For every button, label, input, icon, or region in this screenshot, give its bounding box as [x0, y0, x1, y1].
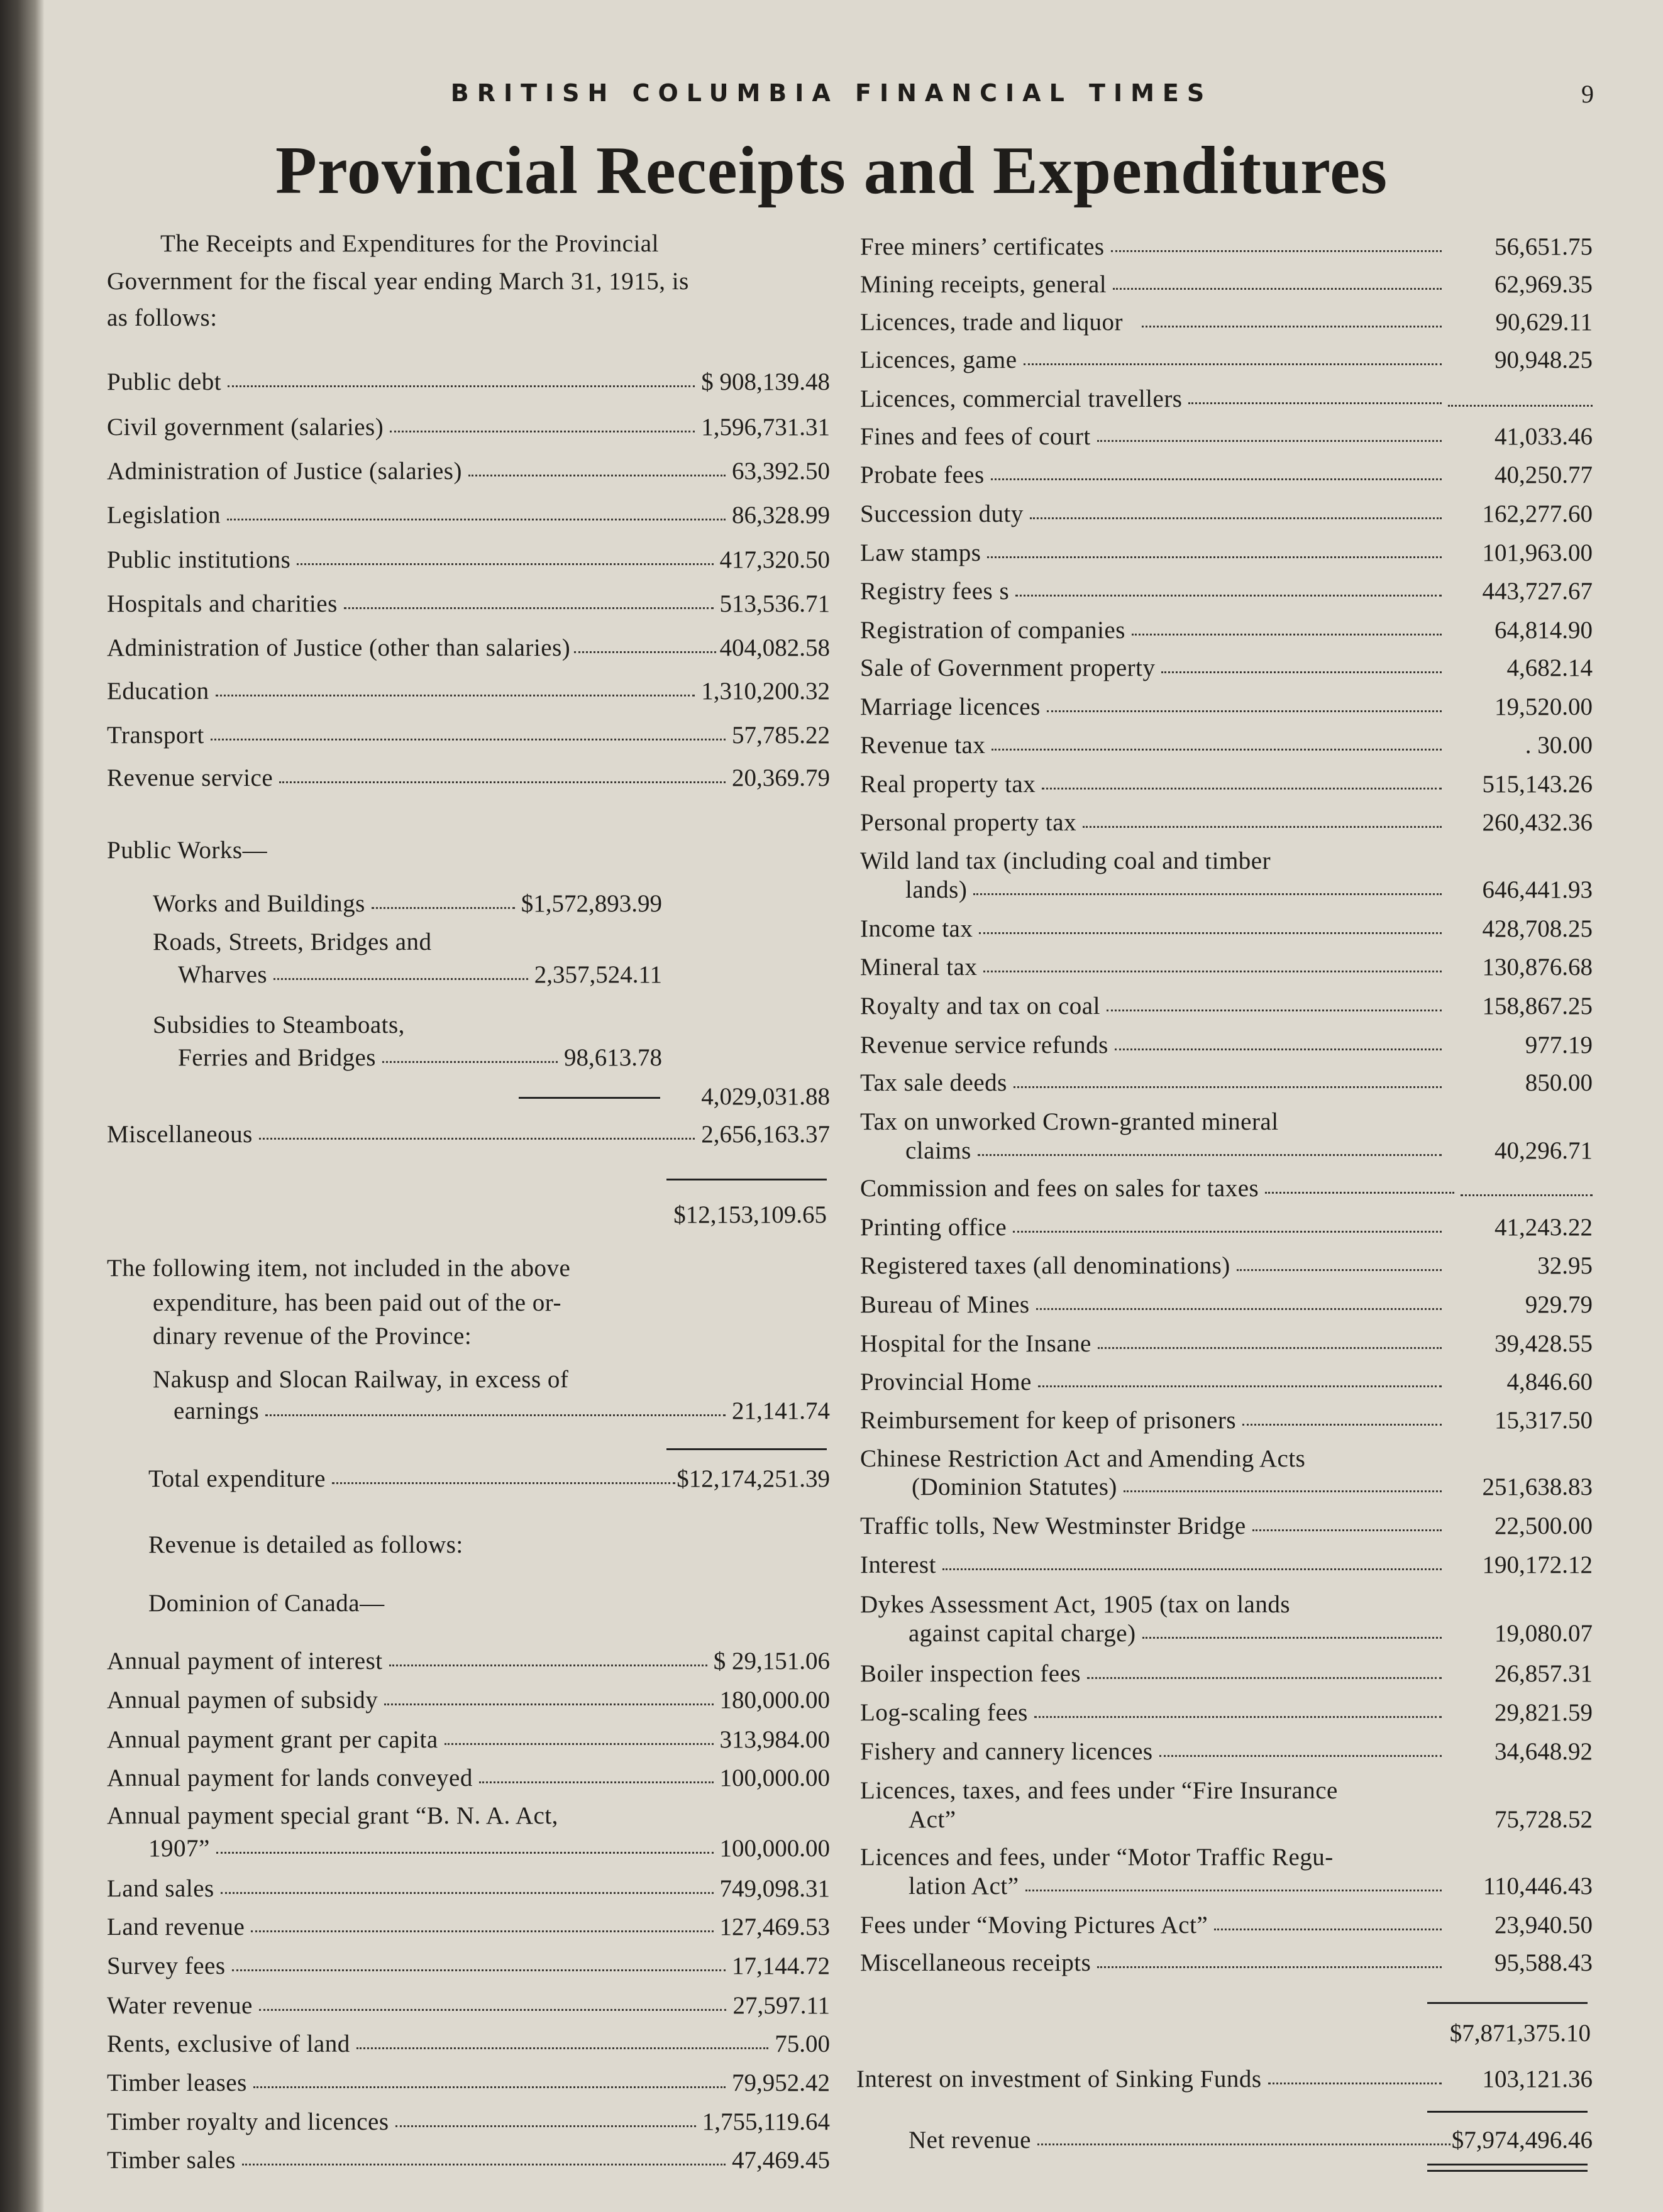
sinking-funds-label: Interest on investment of Sinking Funds — [856, 2066, 1262, 2093]
note-line: The following item, not included in the above — [107, 1255, 571, 1282]
revenue-amount: 90,629.11 — [1495, 309, 1593, 336]
revenue-row — [860, 616, 1593, 645]
revenue-label: Annual payment for lands conveyed — [107, 1764, 473, 1791]
revenue-row — [860, 1174, 1593, 1203]
expenditure-row — [107, 413, 830, 442]
revenue-amount: 39,428.55 — [1494, 1330, 1593, 1357]
revenue-label: Marriage licences — [860, 693, 1041, 720]
revenue-amount: 260,432.36 — [1482, 809, 1593, 836]
expenditure-row — [107, 457, 830, 486]
revenue-label: claims — [905, 1137, 971, 1164]
revenue-amount: 19,520.00 — [1494, 693, 1593, 720]
revenue-label: Registry fees s — [860, 578, 1010, 605]
revenue-label: Annual payment of interest — [107, 1648, 383, 1675]
revenue-amount: 26,857.31 — [1494, 1660, 1593, 1687]
revenue-row — [860, 1512, 1593, 1541]
revenue-amount: 22,500.00 — [1494, 1512, 1593, 1539]
revenue-label: lation Act” — [909, 1873, 1019, 1900]
revenue-row — [860, 1368, 1593, 1397]
public-works-label-line: Roads, Streets, Bridges and — [153, 928, 432, 955]
revenue-label-line: Chinese Restriction Act and Amending Acts — [860, 1445, 1306, 1472]
revenue-row — [860, 731, 1593, 760]
revenue-amount — [1448, 392, 1593, 407]
revenue-amount: 1,755,119.64 — [702, 2108, 830, 2135]
revenue-label: Licences, commercial travellers — [860, 385, 1183, 412]
revenue-row — [860, 992, 1593, 1021]
revenue-amount: 515,143.26 — [1482, 771, 1593, 798]
revenue-label: Registered taxes (all denominations) — [860, 1252, 1230, 1279]
revenue-amount: 34,648.92 — [1494, 1738, 1593, 1765]
revenue-row — [860, 1949, 1593, 1978]
revenue-row — [909, 1805, 1593, 1834]
expenditure-label: Public institutions — [107, 546, 291, 573]
public-works-label-line: Subsidies to Steamboats, — [153, 1011, 405, 1038]
expenditure-amount: 513,536.71 — [719, 590, 830, 617]
revenue-amount: 749,098.31 — [719, 1875, 830, 1902]
revenue-label: Licences, game — [860, 346, 1017, 373]
intro-line: The Receipts and Expenditures for the Provincial — [160, 230, 659, 257]
subtotal-rule — [666, 1179, 827, 1180]
expenditure-label: Administration of Justice (other than salaries) — [107, 634, 571, 661]
revenue-row — [860, 539, 1593, 568]
expenditure-amount: 20,369.79 — [732, 764, 830, 791]
public-works-row — [178, 1043, 662, 1072]
note-line: expenditure, has been paid out of the or- — [153, 1289, 562, 1316]
revenue-label-line: Tax on unworked Crown-granted mineral — [860, 1108, 1279, 1135]
revenue-label: Licences, trade and liquor — [860, 309, 1123, 336]
miscellaneous-label: Miscellaneous — [107, 1121, 253, 1148]
note-line: dinary revenue of the Province: — [153, 1323, 472, 1350]
revenue-row — [107, 2030, 830, 2059]
revenue-row — [860, 500, 1593, 529]
revenue-row — [107, 2069, 830, 2098]
intro-line: Government for the fiscal year ending March 31, 1915, is — [107, 268, 689, 295]
public-works-amount: 98,613.78 — [564, 1044, 662, 1071]
revenue-row — [107, 1647, 830, 1676]
running-head: BRITISH COLUMBIA FINANCIAL TIMES — [450, 79, 1213, 107]
revenue-amount: . 30.00 — [1525, 732, 1593, 759]
revenue-subtotal: $7,871,375.10 — [1449, 2020, 1591, 2047]
revenue-row — [107, 1874, 830, 1903]
revenue-label: Free miners’ certificates — [860, 233, 1105, 260]
nakusp-label: earnings — [174, 1397, 260, 1424]
revenue-amount: 180,000.00 — [719, 1687, 830, 1714]
revenue-row — [860, 915, 1593, 944]
revenue-row — [860, 577, 1593, 606]
revenue-amount: 41,243.22 — [1494, 1214, 1593, 1241]
total-expenditure-row — [148, 1465, 830, 1494]
revenue-label: Registration of companies — [860, 617, 1125, 644]
revenue-amount: 62,969.35 — [1494, 271, 1593, 298]
revenue-row — [860, 308, 1593, 337]
revenue-amount: 646,441.93 — [1482, 876, 1593, 903]
total-rule — [666, 1448, 827, 1450]
revenue-row — [107, 1952, 830, 1981]
revenue-row — [905, 876, 1593, 905]
expenditure-row — [107, 764, 830, 793]
revenue-label: lands) — [905, 876, 968, 903]
revenue-amount: 190,172.12 — [1482, 1551, 1593, 1578]
revenue-label: (Dominion Statutes) — [912, 1473, 1117, 1500]
revenue-row — [860, 693, 1593, 722]
revenue-row — [860, 1252, 1593, 1280]
public-works-row — [153, 889, 662, 918]
revenue-label: Timber sales — [107, 2147, 236, 2174]
revenue-row — [107, 1686, 830, 1715]
revenue-row — [860, 346, 1593, 375]
public-works-rule — [519, 1097, 660, 1099]
revenue-amount: 23,940.50 — [1494, 1912, 1593, 1939]
expenditure-row — [107, 634, 830, 663]
expenditure-amount: 57,785.22 — [732, 722, 830, 749]
public-works-row — [178, 960, 662, 989]
revenue-label: Miscellaneous receipts — [860, 1949, 1091, 1976]
revenue-amount: 75,728.52 — [1494, 1806, 1593, 1833]
revenue-amount: 4,846.60 — [1506, 1368, 1593, 1395]
revenue-row — [107, 1991, 830, 2020]
revenue-amount: 47,469.45 — [732, 2147, 830, 2174]
expenditure-amount: 86,328.99 — [732, 502, 830, 529]
total-expenditure-label: Total expenditure — [148, 1465, 326, 1492]
revenue-amount: 929.79 — [1525, 1291, 1593, 1318]
revenue-label: Survey fees — [107, 1952, 226, 1979]
public-works-label: Wharves — [178, 961, 268, 988]
revenue-label: Provincial Home — [860, 1368, 1032, 1395]
miscellaneous-row — [107, 1120, 830, 1149]
revenue-label-line: Licences and fees, under “Motor Traffic Regu- — [860, 1844, 1334, 1871]
expenditure-amount: $ 908,139.48 — [701, 368, 830, 395]
revenue-amount: 41,033.46 — [1494, 423, 1593, 450]
expenditure-label: Education — [107, 678, 209, 705]
revenue-label: Interest — [860, 1551, 936, 1578]
expenditure-amount: 417,320.50 — [719, 546, 830, 573]
revenue-label: Water revenue — [107, 1992, 253, 2019]
revenue-label: Annual paymen of subsidy — [107, 1687, 378, 1714]
net-revenue-amount: $7,974,496.46 — [1451, 2127, 1593, 2154]
revenue-row — [107, 2108, 830, 2137]
revenue-amount: 40,250.77 — [1494, 461, 1593, 488]
revenue-row — [860, 1698, 1593, 1727]
revenue-label: Boiler inspection fees — [860, 1660, 1081, 1687]
revenue-amount: 15,317.50 — [1494, 1407, 1593, 1434]
revenue-row — [909, 1619, 1593, 1648]
revenue-label: Land revenue — [107, 1913, 245, 1940]
revenue-row — [860, 1911, 1593, 1940]
revenue-label: Fishery and cannery licences — [860, 1738, 1153, 1765]
revenue-label: Revenue tax — [860, 732, 986, 759]
revenue-amount: 101,963.00 — [1482, 539, 1593, 566]
revenue-label: Tax sale deeds — [860, 1069, 1007, 1096]
net-revenue-double-rule — [1427, 2170, 1588, 2172]
nakusp-amount: 21,141.74 — [732, 1397, 830, 1424]
revenue-label: Annual payment grant per capita — [107, 1726, 438, 1753]
net-revenue-label: Net revenue — [909, 2127, 1031, 2154]
revenue-amount: 127,469.53 — [719, 1913, 830, 1940]
revenue-amount: 977.19 — [1525, 1032, 1593, 1059]
revenue-row — [909, 1872, 1593, 1901]
revenue-label: Log-scaling fees — [860, 1699, 1028, 1726]
expenditure-row — [107, 677, 830, 706]
revenue-amount: 162,277.60 — [1482, 500, 1593, 527]
revenue-amount: 100,000.00 — [719, 1764, 830, 1791]
revenue-amount: 19,080.07 — [1494, 1620, 1593, 1647]
revenue-label: Act” — [909, 1806, 956, 1833]
expenditure-row — [107, 721, 830, 750]
revenue-label: Commission and fees on sales for taxes — [860, 1175, 1259, 1202]
revenue-label: Timber leases — [107, 2069, 247, 2096]
revenue-amount: 443,727.67 — [1482, 578, 1593, 605]
nakusp-label-line: Nakusp and Slocan Railway, in excess of — [153, 1366, 569, 1393]
net-revenue-double-rule — [1427, 2164, 1588, 2165]
revenue-label: Mining receipts, general — [860, 271, 1107, 298]
revenue-label: Probate fees — [860, 461, 985, 488]
expenditure-amount: 1,310,200.32 — [701, 678, 830, 705]
public-works-label: Ferries and Bridges — [178, 1044, 376, 1071]
expenditure-row — [107, 368, 830, 397]
expenditure-label: Hospitals and charities — [107, 590, 338, 617]
revenue-label: Reimbursement for keep of prisoners — [860, 1407, 1237, 1434]
revenue-row — [860, 1290, 1593, 1319]
revenue-amount: 95,588.43 — [1494, 1949, 1593, 1976]
revenue-row — [860, 1329, 1593, 1358]
revenue-label: Mineral tax — [860, 954, 978, 981]
revenue-amount — [1461, 1182, 1593, 1196]
revenue-amount: 850.00 — [1525, 1069, 1593, 1096]
revenue-amount: 27,597.11 — [732, 1992, 830, 2019]
nakusp-row — [174, 1397, 830, 1426]
revenue-label: Bureau of Mines — [860, 1291, 1030, 1318]
revenue-label: Personal property tax — [860, 809, 1077, 836]
revenue-label: Fines and fees of court — [860, 423, 1091, 450]
public-works-heading: Public Works— — [107, 837, 268, 864]
revenue-amount: 4,682.14 — [1506, 654, 1593, 681]
revenue-label: Real property tax — [860, 771, 1036, 798]
sinking-funds-row — [856, 2065, 1593, 2094]
revenue-row — [107, 1913, 830, 1942]
revenue-subtotal-rule — [1427, 2002, 1588, 2004]
net-revenue-rule — [1427, 2111, 1588, 2113]
revenue-amount: 75.00 — [775, 2030, 830, 2057]
revenue-row — [860, 1406, 1593, 1435]
revenue-row — [860, 385, 1593, 414]
revenue-row — [860, 770, 1593, 799]
revenue-amount: 90,948.25 — [1494, 346, 1593, 373]
revenue-label-line: Annual payment special grant “B. N. A. Act, — [107, 1802, 558, 1829]
revenue-amount: 130,876.68 — [1482, 954, 1593, 981]
book-spine-shadow — [0, 0, 44, 2212]
revenue-amount: 313,984.00 — [719, 1726, 830, 1753]
expenditure-amount: 404,082.58 — [719, 634, 830, 661]
expenditure-label: Revenue service — [107, 764, 273, 791]
revenue-row — [860, 461, 1593, 490]
revenue-intro: Revenue is detailed as follows: — [148, 1531, 463, 1558]
revenue-amount: 158,867.25 — [1482, 993, 1593, 1020]
expenditure-row — [107, 590, 830, 619]
expenditure-label: Transport — [107, 722, 204, 749]
revenue-label-line: Wild land tax (including coal and timber — [860, 847, 1271, 874]
public-works-amount: $1,572,893.99 — [521, 890, 662, 917]
revenue-label: 1907” — [148, 1835, 210, 1862]
revenue-row — [860, 1551, 1593, 1580]
intro-line: as follows: — [107, 304, 218, 331]
revenue-amount: 32.95 — [1537, 1252, 1593, 1279]
revenue-row — [148, 1834, 830, 1863]
revenue-row — [107, 1764, 830, 1793]
net-revenue-row — [909, 2126, 1593, 2155]
revenue-label: Rents, exclusive of land — [107, 2030, 350, 2057]
expenditure-subtotal: $12,153,109.65 — [673, 1201, 827, 1228]
miscellaneous-amount: 2,656,163.37 — [701, 1121, 830, 1148]
revenue-amount: 56,651.75 — [1494, 233, 1593, 260]
revenue-label: Hospital for the Insane — [860, 1330, 1091, 1357]
expenditure-label: Public debt — [107, 368, 222, 395]
revenue-row — [107, 1725, 830, 1754]
revenue-row — [107, 2146, 830, 2175]
expenditure-row — [107, 546, 830, 575]
revenue-row — [860, 1737, 1593, 1766]
revenue-row — [860, 1069, 1593, 1098]
revenue-row — [860, 808, 1593, 837]
revenue-row — [860, 1031, 1593, 1060]
revenue-row — [860, 1213, 1593, 1242]
expenditure-row — [107, 501, 830, 530]
sinking-funds-amount: 103,121.36 — [1482, 2066, 1593, 2093]
revenue-row — [860, 233, 1593, 261]
revenue-label: Royalty and tax on coal — [860, 993, 1100, 1020]
public-works-label: Works and Buildings — [153, 890, 365, 917]
revenue-amount: 251,638.83 — [1482, 1473, 1593, 1500]
revenue-amount: 40,296.71 — [1494, 1137, 1593, 1164]
expenditure-amount: 1,596,731.31 — [701, 414, 830, 441]
revenue-amount: 428,708.25 — [1482, 915, 1593, 942]
revenue-label: Income tax — [860, 915, 973, 942]
revenue-label: Timber royalty and licences — [107, 2108, 389, 2135]
revenue-amount: $ 29,151.06 — [713, 1648, 830, 1675]
revenue-row — [860, 270, 1593, 299]
revenue-label: Sale of Government property — [860, 654, 1156, 681]
revenue-row — [860, 422, 1593, 451]
revenue-row — [905, 1136, 1593, 1165]
revenue-row — [912, 1473, 1593, 1502]
revenue-amount: 100,000.00 — [719, 1835, 830, 1862]
revenue-row — [860, 1659, 1593, 1688]
revenue-label: Succession duty — [860, 500, 1024, 527]
revenue-label-line: Dykes Assessment Act, 1905 (tax on lands — [860, 1591, 1291, 1618]
revenue-label: Revenue service refunds — [860, 1032, 1108, 1059]
revenue-amount: 17,144.72 — [732, 1952, 830, 1979]
revenue-label: Printing office — [860, 1214, 1007, 1241]
revenue-amount: 64,814.90 — [1494, 617, 1593, 644]
revenue-label: Fees under “Moving Pictures Act” — [860, 1912, 1208, 1939]
revenue-row — [860, 953, 1593, 982]
expenditure-label: Civil government (salaries) — [107, 414, 384, 441]
expenditure-label: Administration of Justice (salaries) — [107, 458, 462, 485]
page-title: Provincial Receipts and Expenditures — [275, 133, 1388, 208]
page-number: 9 — [1581, 80, 1594, 108]
revenue-label: against capital charge) — [909, 1620, 1136, 1647]
expenditure-label: Legislation — [107, 502, 221, 529]
revenue-label: Law stamps — [860, 539, 981, 566]
revenue-amount: 79,952.42 — [732, 2069, 830, 2096]
total-expenditure-amount: $12,174,251.39 — [677, 1465, 830, 1492]
dominion-heading: Dominion of Canada— — [148, 1590, 385, 1617]
revenue-row — [860, 654, 1593, 683]
revenue-amount: 29,821.59 — [1494, 1699, 1593, 1726]
expenditure-amount: 63,392.50 — [732, 458, 830, 485]
revenue-label-line: Licences, taxes, and fees under “Fire Insurance — [860, 1777, 1338, 1804]
public-works-amount: 2,357,524.11 — [534, 961, 662, 988]
revenue-label: Traffic tolls, New Westminster Bridge — [860, 1512, 1246, 1539]
revenue-amount: 110,446.43 — [1483, 1873, 1593, 1900]
revenue-label: Land sales — [107, 1875, 214, 1902]
public-works-total: 4,029,031.88 — [701, 1083, 830, 1110]
